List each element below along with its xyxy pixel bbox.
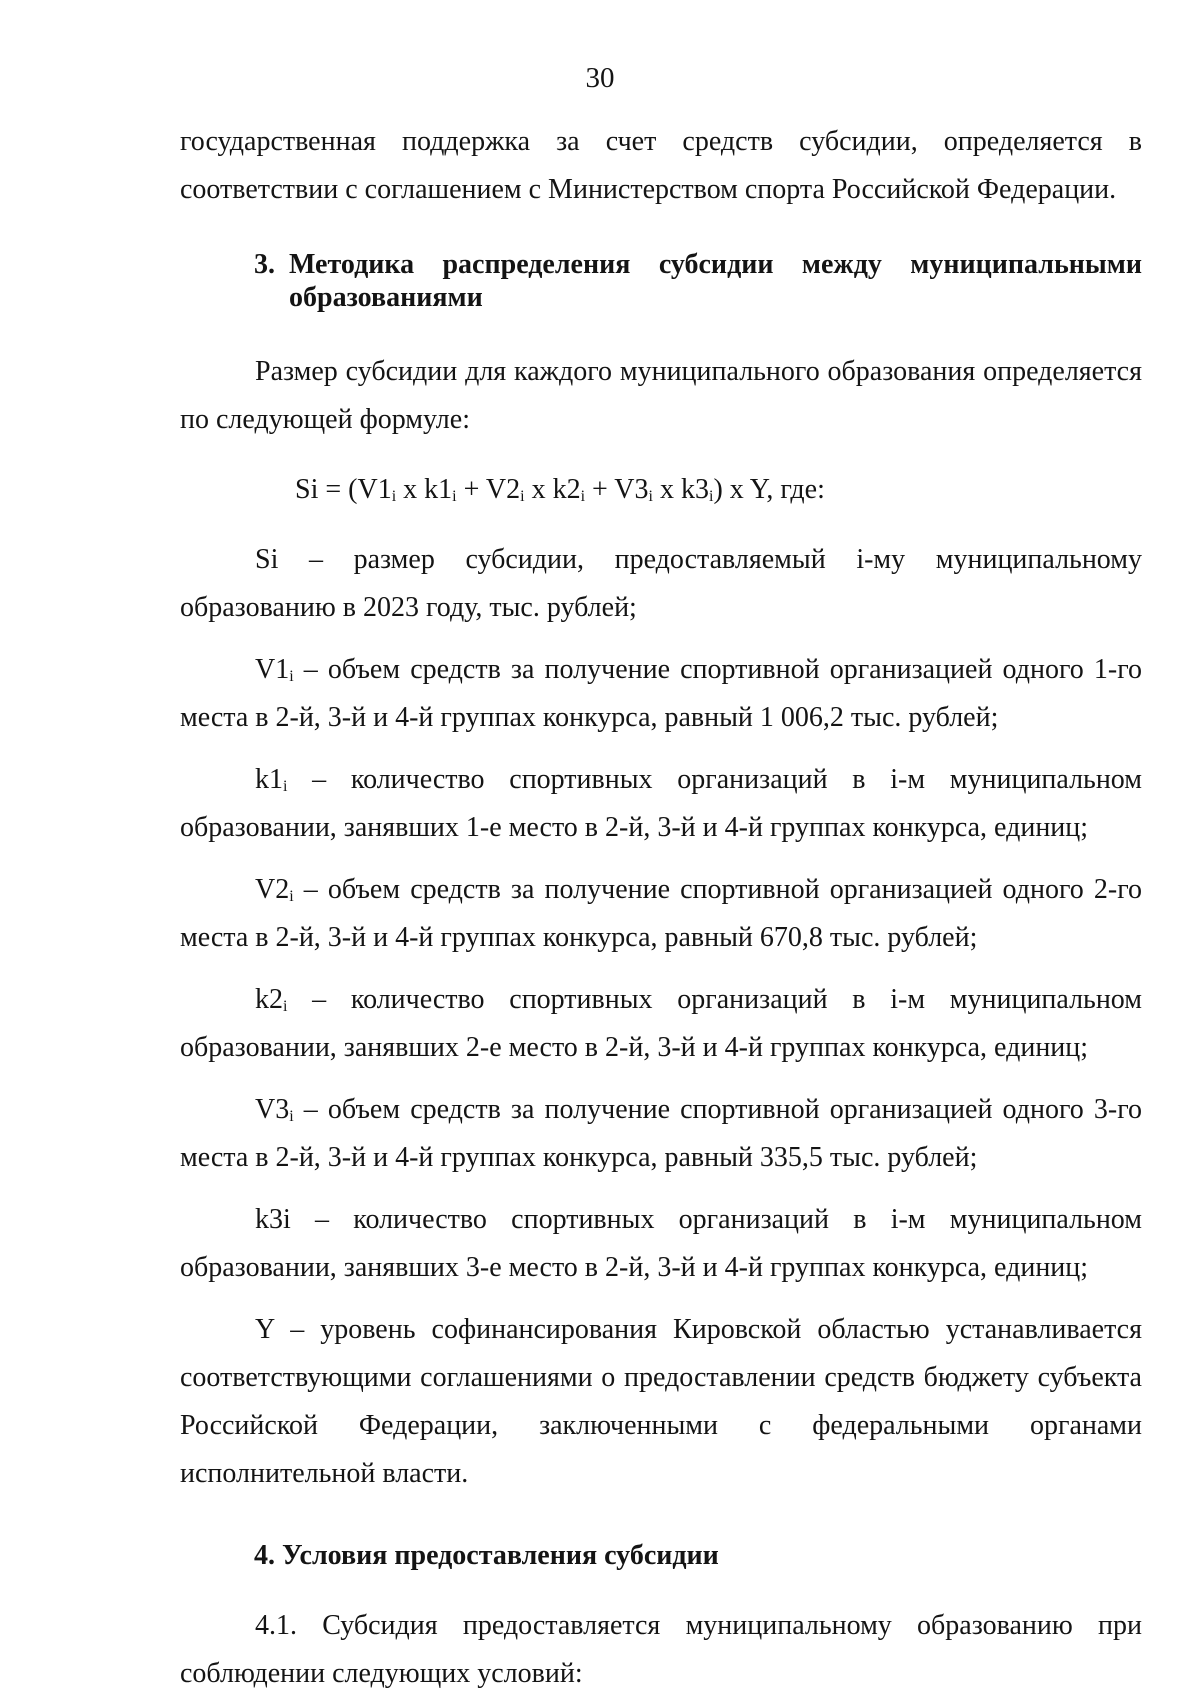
section-4-heading: 4. Условия предоставления субсидии [254, 1540, 719, 1571]
definition-v3: $V3_i$ – объем средств за получение спортивной организацией одного 3-го места в 2-й, 3-й и 4-й группах конкурса, равный 335,5 тыс. рублей; [180, 1094, 1142, 1173]
formula: $Si = (V1_i$ x $k1_i + V2_i$ x $k2_i + V3_i$ x $k3_i$) x Y, где: [295, 474, 825, 505]
definition-v1: $V1_i$ – объем средств за получение спортивной организацией одного 1-го места в 2-й, 3-й и 4-й группах конкурса, равный 1 006,2 тыс. рублей; [180, 654, 1142, 733]
page-body [180, 118, 1142, 1698]
paragraph-4-1: 4.1. Субсидия предоставляется муниципальному образованию при соблюдении следующих условий: [180, 1610, 1142, 1689]
definition-y: Y – уровень софинансирования Кировской областью устанавливается соответствующими соглашениями о предоставлении средств бюджету субъекта Российской Федерации, заключенными с федеральными органами исполнительной власти. [180, 1314, 1142, 1489]
section-3-title: Методика распределения субсидии между муниципальными образованиями [289, 249, 1142, 313]
page-number: 30 [585, 62, 615, 94]
definition-k2: $k2_i$ – количество спортивных организаций в i-м муниципальном образовании, занявших 2-е место в 2-й, 3-й и 4-й группах конкурса, единиц; [180, 984, 1142, 1063]
section-3-heading [254, 248, 1142, 314]
formula-lead-paragraph: Размер субсидии для каждого муниципального образования определяется по следующей формуле: [180, 356, 1142, 435]
definition-k3: k3i – количество спортивных организаций в i-м муниципальном образовании, занявших 3-е место в 2-й, 3-й и 4-й группах конкурса, единиц; [180, 1204, 1142, 1283]
section-3-number: 3. [254, 249, 275, 280]
definition-k1: $k1_i$ – количество спортивных организаций в i-м муниципальном образовании, занявших 1-е место в 2-й, 3-й и 4-й группах конкурса, единиц; [180, 764, 1142, 843]
definition-si: Si – размер субсидии, предоставляемый i-му муниципальному образованию в 2023 году, тыс. рублей; [180, 544, 1142, 623]
intro-paragraph: государственная поддержка за счет средств субсидии, определяется в соответствии с соглашением с Министерством спорта Российской Федерации. [180, 126, 1142, 205]
definition-v2: $V2_i$ – объем средств за получение спортивной организацией одного 2-го места в 2-й, 3-й и 4-й группах конкурса, равный 670,8 тыс. рублей; [180, 874, 1142, 953]
